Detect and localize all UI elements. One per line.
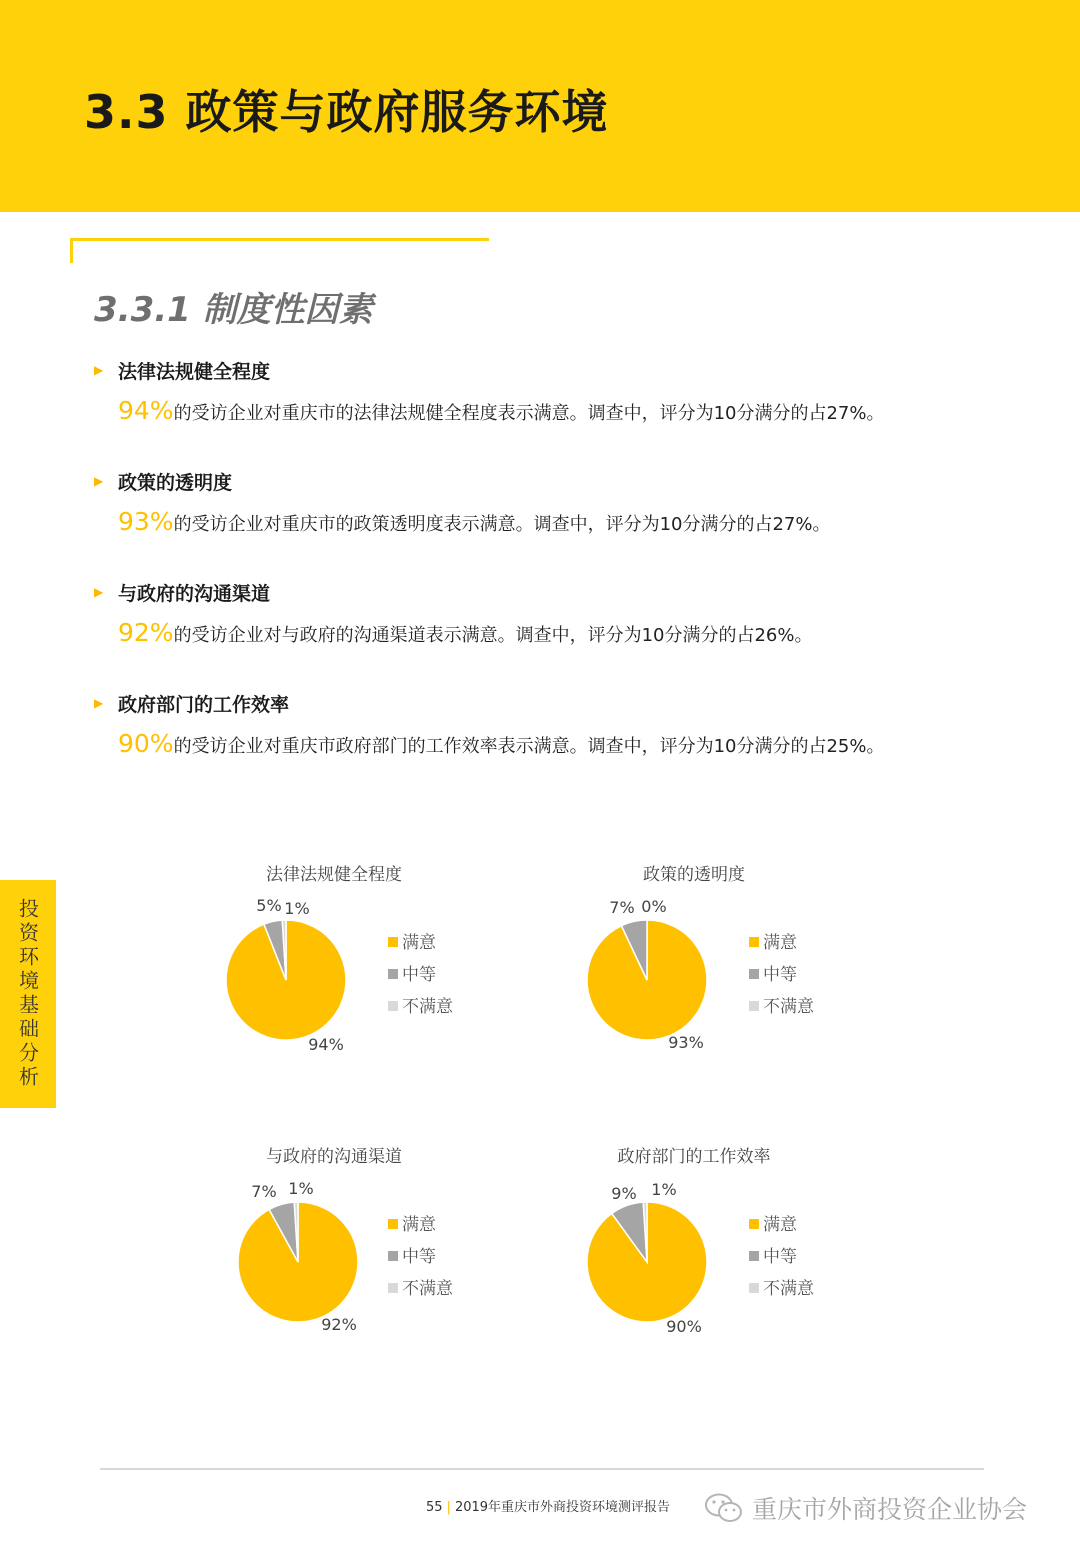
page-title: 3.3 政策与政府服务环境 xyxy=(84,85,609,139)
pie-data-label: 9% xyxy=(611,1184,637,1203)
item-title: 法律法规健全程度 xyxy=(118,360,271,383)
legend-label: 满意 xyxy=(763,1215,797,1235)
wechat-icon xyxy=(704,1492,744,1524)
pie-data-label: 1% xyxy=(284,899,310,918)
side-tab-label: 投资环境基础分析 xyxy=(15,898,40,1090)
legend-label: 不满意 xyxy=(402,997,453,1017)
pie-data-label: 92% xyxy=(321,1315,357,1334)
pie-title: 与政府的沟通渠道 xyxy=(266,1147,402,1167)
triangle-bullet-icon: ▶ xyxy=(94,696,104,710)
pie-data-label: 5% xyxy=(256,896,282,915)
legend-swatch xyxy=(749,1219,759,1229)
legend-label: 不满意 xyxy=(763,997,814,1017)
legend-swatch xyxy=(749,1001,759,1011)
legend-label: 满意 xyxy=(402,1215,436,1235)
legend-label: 中等 xyxy=(402,1247,436,1267)
pie-data-label: 7% xyxy=(251,1182,277,1201)
legend-label: 中等 xyxy=(402,965,436,985)
footer-divider xyxy=(100,1468,984,1470)
item-text: 的受访企业对与政府的沟通渠道表示满意。调查中，评分为10分满分的占26%。 xyxy=(173,625,813,646)
legend-swatch xyxy=(388,937,398,947)
page-number: 55 xyxy=(426,1500,443,1515)
legend-swatch xyxy=(388,1251,398,1261)
legend-swatch xyxy=(749,1283,759,1293)
legend-swatch xyxy=(388,1001,398,1011)
legend-swatch xyxy=(749,1251,759,1261)
pie-chart xyxy=(587,865,814,1052)
item-title: 政府部门的工作效率 xyxy=(118,693,290,716)
item-title: 政策的透明度 xyxy=(118,471,233,494)
watermark xyxy=(704,1490,1027,1526)
legend-swatch xyxy=(388,969,398,979)
pie-chart xyxy=(226,865,453,1054)
item-text: 的受访企业对重庆市的法律法规健全程度表示满意。调查中，评分为10分满分的占27%。 xyxy=(173,403,885,424)
pie-data-label: 90% xyxy=(666,1317,702,1336)
item-percentage: 94% xyxy=(118,396,174,425)
item-text: 的受访企业对重庆市的政策透明度表示满意。调查中，评分为10分满分的占27%。 xyxy=(173,514,831,535)
legend-swatch xyxy=(388,1219,398,1229)
pie-title: 政府部门的工作效率 xyxy=(617,1147,771,1167)
legend-label: 满意 xyxy=(402,933,436,953)
pie-data-label: 0% xyxy=(641,897,667,916)
pie-data-label: 94% xyxy=(308,1035,344,1054)
pie-chart xyxy=(238,1147,453,1334)
report-title: 2019年重庆市外商投资环境测评报告 xyxy=(454,1500,671,1515)
watermark-text: 重庆市外商投资企业协会 xyxy=(752,1495,1028,1524)
footer xyxy=(426,1496,670,1515)
item-percentage: 93% xyxy=(118,507,174,536)
pie-title: 法律法规健全程度 xyxy=(266,865,402,885)
item-percentage: 92% xyxy=(118,618,174,647)
pie-data-label: 1% xyxy=(288,1179,314,1198)
pie-title: 政策的透明度 xyxy=(643,865,745,885)
legend-label: 满意 xyxy=(763,933,797,953)
pie-data-label: 93% xyxy=(668,1033,704,1052)
legend-label: 不满意 xyxy=(402,1279,453,1299)
triangle-bullet-icon: ▶ xyxy=(94,363,104,377)
pie-data-label: 7% xyxy=(609,898,635,917)
pie-chart xyxy=(587,1147,814,1336)
item-text: 的受访企业对重庆市政府部门的工作效率表示满意。调查中，评分为10分满分的占25%。 xyxy=(173,736,885,757)
legend-label: 不满意 xyxy=(763,1279,814,1299)
triangle-bullet-icon: ▶ xyxy=(94,585,104,599)
footer-separator: | xyxy=(446,1500,451,1515)
legend-label: 中等 xyxy=(763,965,797,985)
legend-swatch xyxy=(749,937,759,947)
item-percentage: 90% xyxy=(118,729,174,758)
triangle-bullet-icon: ▶ xyxy=(94,474,104,488)
subsection-title: 3.3.1 制度性因素 xyxy=(94,290,373,330)
legend-swatch xyxy=(388,1283,398,1293)
legend-swatch xyxy=(749,969,759,979)
item-title: 与政府的沟通渠道 xyxy=(118,582,271,605)
pie-data-label: 1% xyxy=(651,1180,677,1199)
legend-label: 中等 xyxy=(763,1247,797,1267)
